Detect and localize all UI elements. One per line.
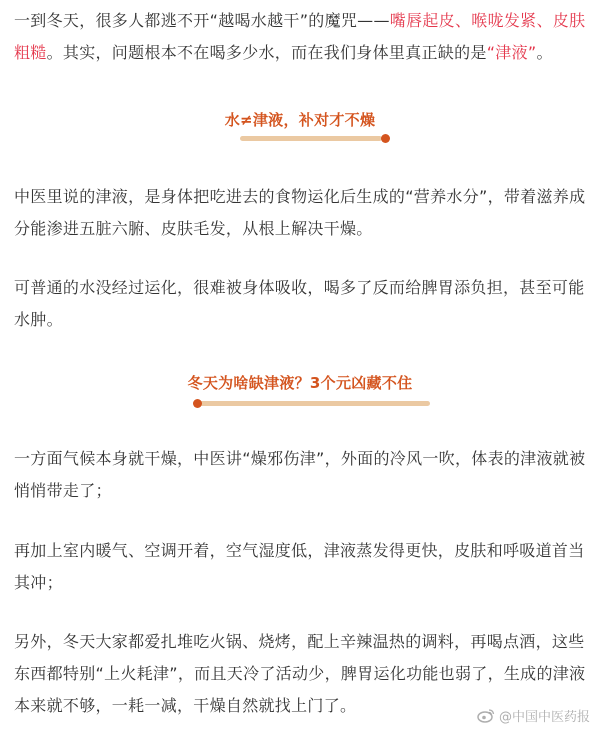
section-divider-dot-2 <box>193 399 202 408</box>
section-2-paragraph-1: 一方面气候本身就干燥，中医讲“燥邪伤津”，外面的冷风一吹，体表的津液就被悄悄带走了； <box>14 449 586 500</box>
weibo-icon <box>477 708 495 723</box>
intro-paragraph <box>14 5 586 69</box>
intro-text-2: 。其实，问题根本不在喝多少水，而在我们身体里真正缺的是 <box>46 43 487 62</box>
section-divider-1 <box>240 136 382 141</box>
section-heading-1 <box>0 110 600 150</box>
intro-text-3: 。 <box>536 43 553 62</box>
watermark-text: @中国中医药报 <box>498 709 590 725</box>
section-1-paragraph-2: 可普通的水没经过运化，很难被身体吸收，喝多了反而给脾胃添负担，甚至可能水肿。 <box>14 278 585 329</box>
section-2-paragraph-2: 再加上室内暖气、空调开着，空气湿度低，津液蒸发得更快，皮肤和呼吸道首当其冲； <box>14 541 585 592</box>
section-title-1: 水≠津液，补对才不燥 <box>224 111 376 129</box>
section-2-paragraph-3: 另外，冬天大家都爱扎堆吃火锅、烧烤，配上辛辣温热的调料，再喝点酒，这些东西都特别“上火耗津”，而且天冷了活动少，脾胃运化功能也弱了，生成的津液本来就不够，一耗一减，干燥自然就找上门了。 <box>14 632 586 715</box>
section-1-paragraph-1: 中医里说的津液，是身体把吃进去的食物运化后生成的“营养水分”，带着滋养成分能渗进五脏六腑、皮肤毛发，从根上解决干燥。 <box>14 187 586 238</box>
intro-text-1: 一到冬天，很多人都逃不开“越喝水越干”的魔咒—— <box>14 11 390 30</box>
section-divider-dot-1 <box>381 134 390 143</box>
intro-highlight-1: 嘴唇起皮、喉咙发紧、皮肤粗糙 <box>14 11 586 62</box>
watermark <box>477 705 590 725</box>
section-divider-2 <box>196 401 430 406</box>
section-title-2: 冬天为啥缺津液？3个元凶藏不住 <box>187 374 413 392</box>
section-heading-2 <box>0 373 600 413</box>
intro-highlight-2: “津液” <box>486 43 537 62</box>
